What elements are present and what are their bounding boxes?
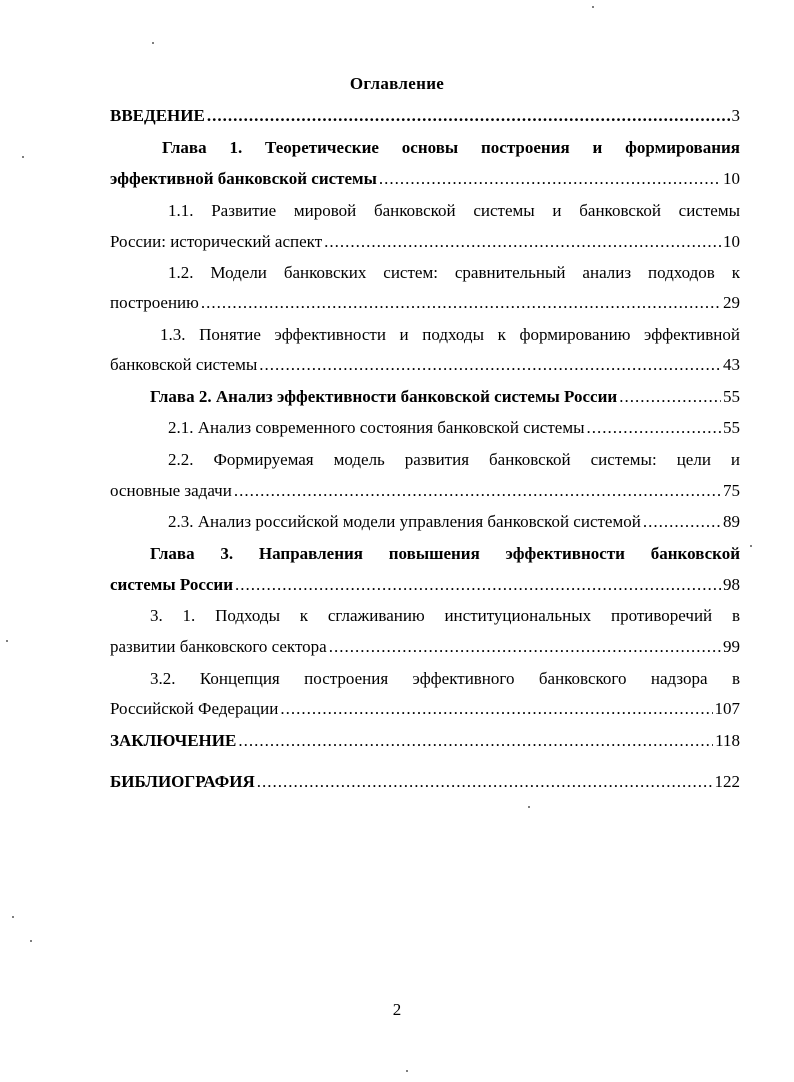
toc-entry-label: системы России (110, 575, 234, 594)
toc-entry-s32 (110, 698, 740, 720)
page-number: 2 (392, 1000, 402, 1019)
toc-leader-dots (643, 511, 721, 533)
toc-leader-dots (257, 771, 713, 793)
scan-speck (406, 1070, 408, 1072)
toc-entry-page: 10 (723, 232, 740, 251)
toc-entry-label: эффективной банковской системы (110, 169, 377, 188)
toc-entry-label: построению (110, 293, 199, 312)
toc-entry-ch1-line1: Глава 1. Теоретические основы построения и формирования (162, 138, 740, 157)
toc-entry-label: 2.3. Анализ российской модели управления банковской системой (168, 512, 641, 531)
toc-entry-s13-line1: 1.3. Понятие эффективности и подходы к формированию эффективной (160, 325, 740, 344)
scan-speck (528, 806, 530, 808)
toc-entry-label: развитии банковского сектора (110, 637, 327, 656)
toc-leader-dots (587, 417, 721, 439)
toc-leader-dots (207, 105, 730, 127)
toc-entry-page: 107 (714, 699, 740, 718)
toc-entry-page: 43 (723, 355, 740, 374)
scan-speck (152, 42, 154, 44)
toc-entry-page: 122 (714, 772, 740, 791)
toc-entry-label: Российской Федерации (110, 699, 279, 718)
toc-entry-page: 55 (723, 387, 740, 406)
toc-entry-page: 10 (723, 169, 740, 188)
toc-entry-label: ВВЕДЕНИЕ (110, 106, 205, 125)
toc-leader-dots (201, 292, 721, 314)
toc-entry-label: основные задачи (110, 481, 232, 500)
toc-entry-label: БИБЛИОГРАФИЯ (110, 772, 255, 791)
toc-entry-bibliography (110, 771, 740, 793)
scan-speck (30, 940, 32, 942)
toc-entry-s12 (110, 292, 740, 314)
toc-entry-s23 (168, 511, 740, 533)
toc-title: Оглавление (349, 74, 445, 93)
toc-entry-page: 118 (715, 731, 740, 750)
toc-entry-s11 (110, 231, 740, 253)
toc-entry-s31-line1: 3. 1. Подходы к сглаживанию институциональных противоречий в (150, 606, 740, 625)
toc-entry-ch1 (110, 168, 740, 190)
toc-entry-label: России: исторический аспект (110, 232, 323, 251)
toc-entry-s11-line1: 1.1. Развитие мировой банковской системы и банковской системы (168, 201, 740, 220)
toc-entry-ch3-line1: Глава 3. Направления повышения эффективности банковской (150, 544, 740, 563)
toc-entry-s31 (110, 636, 740, 658)
toc-entry-s32-line1: 3.2. Концепция построения эффективного банковского надзора в (150, 669, 740, 688)
toc-entry-label: банковской системы (110, 355, 258, 374)
toc-leader-dots (235, 574, 721, 596)
scan-speck (592, 6, 594, 8)
toc-entry-label: ЗАКЛЮЧЕНИЕ (110, 731, 237, 750)
toc-entry-page: 29 (723, 293, 740, 312)
toc-entry-page: 99 (723, 637, 740, 656)
toc-leader-dots (238, 730, 713, 752)
toc-entry-label: Глава 2. Анализ эффективности банковской системы России (150, 387, 618, 406)
toc-entry-page: 3 (731, 106, 740, 125)
toc-entry-s22 (110, 480, 740, 502)
toc-entry-ch3 (110, 574, 740, 596)
toc-entry-page: 55 (723, 418, 740, 437)
scan-speck (22, 156, 24, 158)
toc-leader-dots (324, 231, 721, 253)
toc-entry-intro (110, 105, 740, 127)
toc-entry-page: 75 (723, 481, 740, 500)
scan-speck (750, 545, 752, 547)
toc-entry-page: 89 (723, 512, 740, 531)
scan-speck (6, 640, 8, 642)
scan-speck (12, 916, 14, 918)
toc-entry-page: 98 (723, 575, 740, 594)
toc-entry-s22-line1: 2.2. Формируемая модель развития банковской системы: цели и (168, 450, 740, 469)
toc-entry-conclusion (110, 730, 740, 752)
toc-entry-label: 2.1. Анализ современного состояния банковской системы (168, 418, 585, 437)
toc-leader-dots (234, 480, 721, 502)
toc-leader-dots (329, 636, 721, 658)
toc-entry-s12-line1: 1.2. Модели банковских систем: сравнительный анализ подходов к (168, 263, 740, 282)
toc-leader-dots (280, 698, 712, 720)
toc-entry-s21 (168, 417, 740, 439)
toc-entry-ch2 (150, 386, 740, 408)
toc-leader-dots (379, 168, 721, 190)
toc-leader-dots (259, 354, 721, 376)
toc-leader-dots (619, 386, 721, 408)
toc-entry-s13 (110, 354, 740, 376)
